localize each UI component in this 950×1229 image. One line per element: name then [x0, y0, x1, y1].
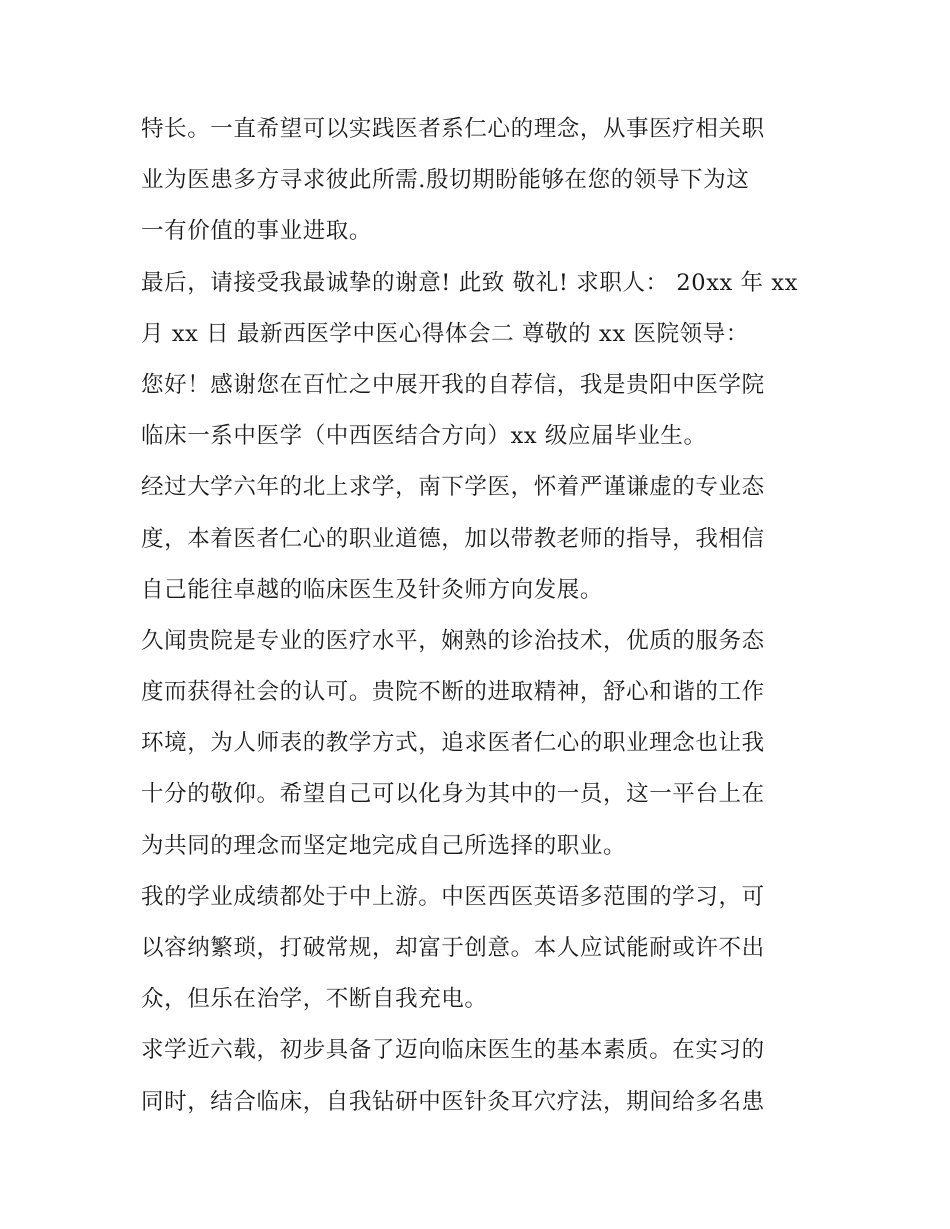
document-body	[141, 104, 817, 1128]
text-line: 最后，请接受我最诚挚的谢意! 此致 敬礼! 求职人： 20xx 年 xx	[141, 269, 798, 296]
text-line: 月 xx 日 最新西医学中医心得体会二 尊敬的 xx 医院领导：	[141, 320, 749, 347]
text-line: 特长。一直希望可以实践医者系仁心的理念，从事医疗相关职	[141, 116, 765, 142]
paragraph	[141, 616, 817, 872]
text-line: 同时，结合临床，自我钻研中医针灸耳穴疗法，期间给多名患	[141, 1088, 765, 1115]
text-line: 一有价值的事业进取。	[141, 218, 373, 245]
paragraph	[141, 104, 817, 258]
paragraph	[141, 360, 817, 462]
text-line: 环境，为人师表的教学方式，追求医者仁心的职业理念也让我	[141, 730, 765, 757]
text-line: 求学近六载，初步具备了迈向临床医生的基本素质。在实习的	[141, 1037, 765, 1064]
text-line: 经过大学六年的北上求学，南下学医，怀着严谨谦虚的专业态	[141, 474, 765, 501]
text-line: 十分的敬仰。希望自己可以化身为其中的一员，这一平台上在	[141, 781, 765, 808]
text-line: 您好！感谢您在百忙之中展开我的自荐信，我是贵阳中医学院	[141, 371, 765, 398]
text-line: 久闻贵院是专业的医疗水平，娴熟的诊治技术，优质的服务态	[141, 627, 765, 654]
paragraph	[141, 872, 817, 1026]
text-line: 临床一系中医学（中西医结合方向）xx 级应届毕业生。	[141, 423, 707, 450]
text-line: 自己能往卓越的临床医生及针灸师方向发展。	[141, 576, 604, 603]
paragraph	[141, 258, 817, 360]
text-line: 度而获得社会的认可。贵院不断的进取精神，舒心和谐的工作	[141, 679, 765, 706]
paragraph	[141, 462, 817, 616]
paragraph	[141, 1025, 817, 1127]
text-line: 为共同的理念而坚定地完成自己所选择的职业。	[141, 832, 627, 859]
text-line: 众，但乐在治学，不断自我充电。	[141, 986, 488, 1013]
text-line: 度，本着医者仁心的职业道德，加以带教老师的指导，我相信	[141, 525, 765, 552]
text-line: 我的学业成绩都处于中上游。中医西医英语多范围的学习，可	[141, 883, 765, 910]
text-line: 业为医患多方寻求彼此所需.殷切期盼能够在您的领导下为这	[141, 167, 750, 194]
text-line: 以容纳繁琐，打破常规，却富于创意。本人应试能耐或许不出	[141, 935, 765, 961]
